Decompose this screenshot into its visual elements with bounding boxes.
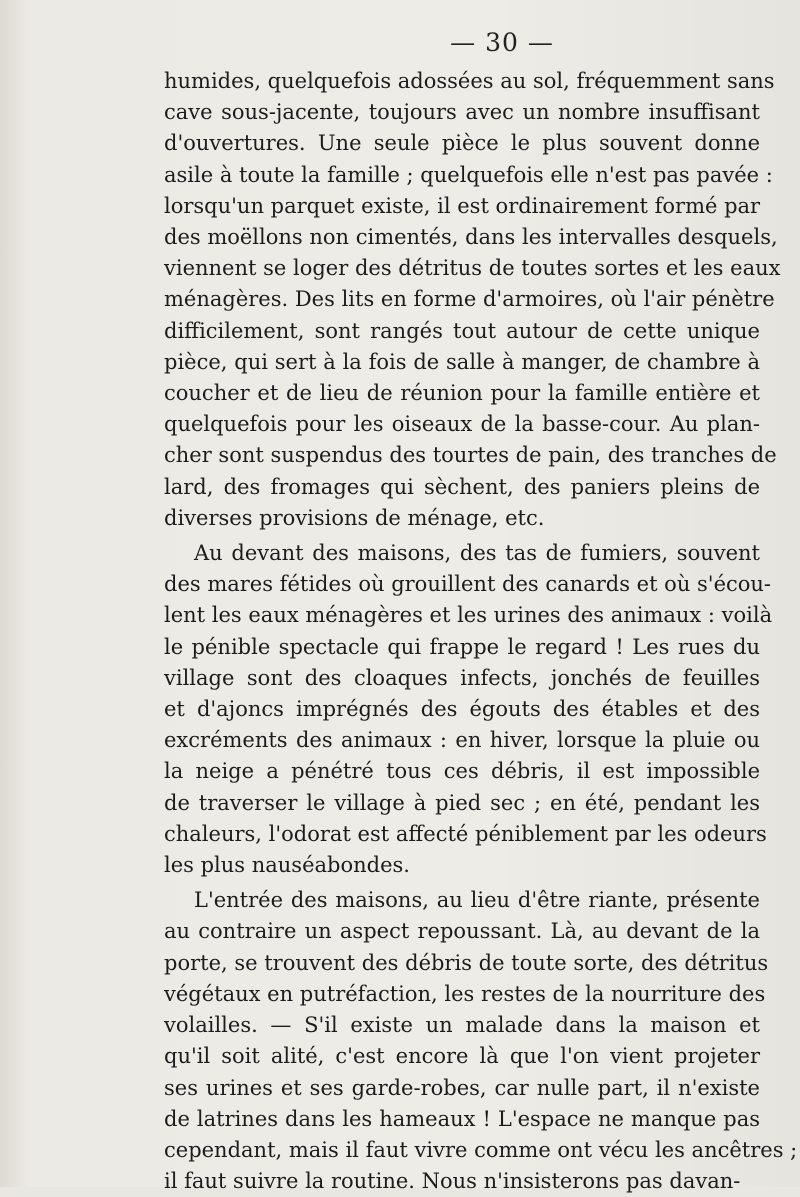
text-line: L'entrée des maisons, au lieu d'être riante, présente <box>194 888 760 913</box>
text-line: le pénible spectacle qui frappe le regard ! Les rues du <box>164 634 760 659</box>
text-line: des moëllons non cimentés, dans les intervalles desquels, <box>164 225 778 250</box>
text-line: cependant, mais il faut vivre comme ont vécu les ancêtres ; <box>164 1137 798 1162</box>
text-line: de latrines dans les hameaux ! L'espace ne manque pas <box>164 1106 760 1131</box>
text-line: cher sont suspendus des tourtes de pain, des tranches de <box>164 443 777 468</box>
text-line: les plus nauséabondes. <box>164 853 410 878</box>
text-line: ménagères. Des lits en forme d'armoires, où l'air pénètre <box>164 287 775 312</box>
text-line: et d'ajoncs imprégnés des égouts des étables et des <box>164 697 760 722</box>
text-line: volailles. — S'il existe un malade dans la maison et <box>164 1013 760 1038</box>
text-line: la neige a pénétré tous ces débris, il est impossible <box>164 759 760 784</box>
text-line: ses urines et ses garde-robes, car nulle part, il n'existe <box>164 1075 760 1100</box>
text-line: cave sous-jacente, toujours avec un nombre insuffisant <box>164 100 760 125</box>
text-line: Au devant des maisons, des tas de fumiers, souvent <box>194 541 760 566</box>
page-number: — 30 — <box>450 28 554 57</box>
paragraph <box>164 538 773 881</box>
text-line: village sont des cloaques infects, jonchés de feuilles <box>164 665 760 690</box>
text-line: pièce, qui sert à la fois de salle à manger, de chambre à <box>164 349 760 374</box>
text-line: lent les eaux ménagères et les urines des animaux : voilà <box>164 603 773 628</box>
text-line: difficilement, sont rangés tout autour de cette unique <box>164 318 760 343</box>
text-line: lard, des fromages qui sèchent, des paniers pleins de <box>164 474 760 499</box>
text-line: viennent se loger des détritus de toutes sortes et les eaux <box>164 256 781 281</box>
text-line: asile à toute la famille ; quelquefois elle n'est pas pavée : <box>164 162 773 187</box>
text-line: des mares fétides où grouillent des canards et où s'écou- <box>164 572 772 597</box>
text-line: d'ouvertures. Une seule pièce le plus souvent donne <box>164 131 760 156</box>
text-line: chaleurs, l'odorat est affecté péniblement par les odeurs <box>164 821 767 846</box>
text-line: lorsqu'un parquet existe, il est ordinairement formé par <box>164 193 761 218</box>
text-line: excréments des animaux : en hiver, lorsque la pluie ou <box>164 728 760 753</box>
text-line: coucher et de lieu de réunion pour la famille entière et <box>164 381 760 406</box>
text-line: au contraire un aspect repoussant. Là, au devant de la <box>164 919 760 944</box>
paragraph <box>164 885 798 1197</box>
paragraph <box>164 66 781 534</box>
text-line: il faut suivre la routine. Nous n'insisterons pas davan- <box>164 1169 741 1194</box>
text-line: de traverser le village à pied sec ; en été, pendant les <box>164 790 760 815</box>
text-line: diverses provisions de ménage, etc. <box>164 505 545 530</box>
text-line: végétaux en putréfaction, les restes de la nourriture des <box>164 981 766 1006</box>
text-line: humides, quelquefois adossées au sol, fréquemment sans <box>164 69 775 93</box>
text-line: qu'il soit alité, c'est encore là que l'on vient projeter <box>164 1044 760 1069</box>
body-text <box>164 66 798 1197</box>
text-line: porte, se trouvent des débris de toute sorte, des détritus <box>164 950 769 975</box>
text-line: quelquefois pour les oiseaux de la basse-cour. Au plan- <box>164 412 760 437</box>
